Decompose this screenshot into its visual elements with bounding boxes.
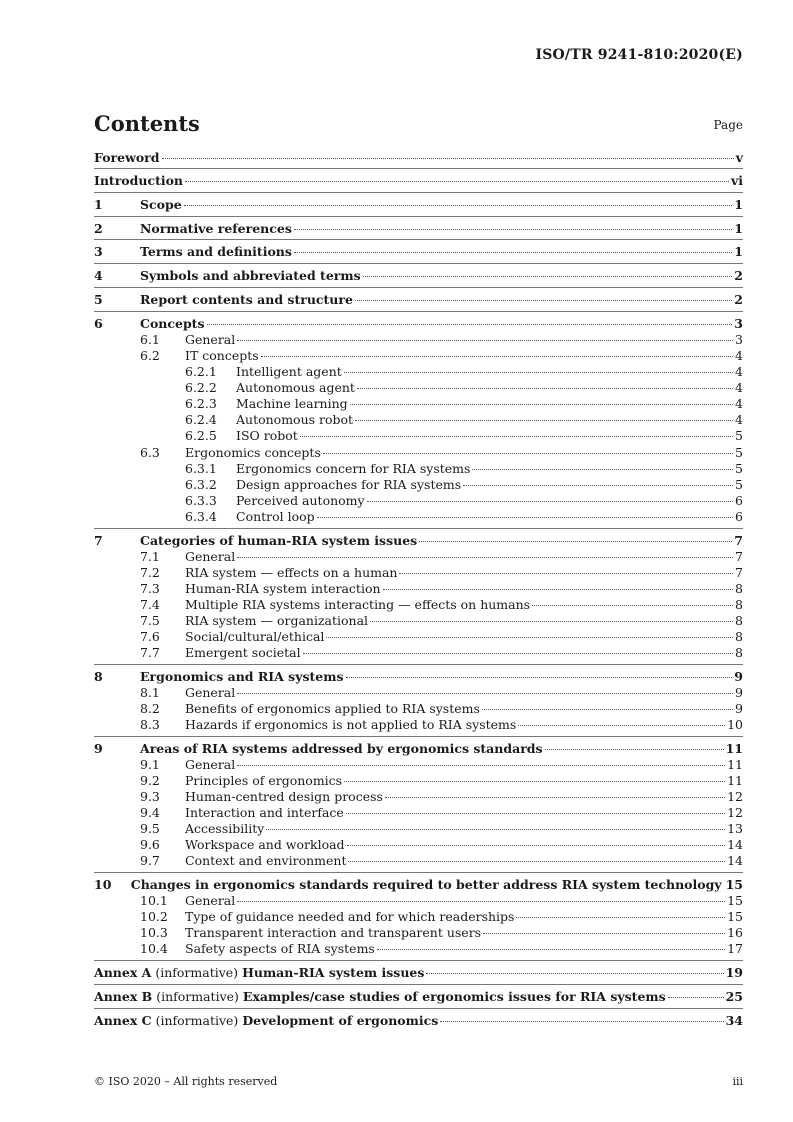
toc-entry[interactable] (94, 364, 743, 380)
toc-entry-title: RIA system — effects on a human (185, 565, 398, 580)
toc-entry[interactable] (94, 877, 743, 893)
toc-entry[interactable] (94, 565, 743, 581)
toc-entry[interactable] (94, 629, 743, 645)
page-number: iii (732, 1075, 743, 1088)
toc-entry-page: 3 (735, 332, 743, 347)
toc-entry-page: 4 (735, 380, 743, 395)
toc-entry-title: Scope (140, 197, 182, 212)
toc-entry-number: 3 (94, 244, 103, 259)
toc-leader-dots (383, 588, 734, 590)
toc-leader-dots (545, 748, 724, 750)
toc-entry-title: Human-centred design process (185, 789, 383, 804)
toc-entry-number: 8.1 (140, 685, 160, 700)
toc-leader-dots (300, 435, 733, 437)
toc-entry[interactable] (94, 533, 743, 549)
toc-entry-title: Ergonomics concepts (185, 445, 321, 460)
toc-entry[interactable] (94, 268, 743, 284)
toc-entry-page: 12 (727, 805, 743, 820)
toc-leader-dots (237, 900, 725, 902)
toc-annex-info: (informative) (155, 965, 239, 980)
toc-leader-dots (357, 387, 733, 389)
toc-entry-number: 9.5 (140, 821, 160, 836)
toc-entry-title: Foreword (94, 150, 160, 165)
toc-entry-number: 6.1 (140, 332, 160, 347)
toc-entry-page: 3 (734, 316, 743, 331)
toc-entry-number: 9.4 (140, 805, 160, 820)
toc-entry-title: Intelligent agent (236, 364, 342, 379)
toc-leader-dots (440, 1020, 723, 1022)
toc-entry[interactable] (94, 244, 743, 260)
toc-entry-number: 6.2.4 (185, 412, 217, 427)
toc-entry[interactable] (94, 332, 743, 348)
toc-entry-number: 7.6 (140, 629, 160, 644)
toc-leader-dots (323, 452, 733, 454)
toc-annex-info: (informative) (156, 989, 239, 1004)
toc-entry-title: Introduction (94, 173, 184, 188)
toc-entry-page: 14 (727, 837, 743, 852)
toc-entry-title: Interaction and interface (185, 805, 344, 820)
toc-entry-title: General (185, 893, 236, 908)
toc-entry-title: Hazards if ergonomics is not applied to RIA systems (185, 717, 517, 732)
toc-entry-number: 2 (94, 221, 103, 236)
toc-entry-page: 17 (727, 941, 743, 956)
toc-entry-title: IT concepts (185, 348, 259, 363)
toc-entry[interactable] (94, 396, 743, 412)
toc-leader-dots (355, 299, 732, 301)
toc-leader-dots (237, 556, 733, 558)
toc-entry-title: Ergonomics concern for RIA systems (236, 461, 471, 476)
toc-entry-title: Normative references (140, 221, 292, 236)
toc-entry-title: General (185, 549, 236, 564)
toc-entry-page: 2 (734, 292, 743, 307)
toc-leader-dots (367, 500, 733, 502)
toc-entry-number: 7.4 (140, 597, 160, 612)
toc-entry-page: vi (730, 173, 743, 188)
toc-leader-dots (419, 540, 732, 542)
toc-entry-number: 10 (94, 877, 112, 892)
toc-leader-dots (348, 860, 725, 862)
toc-entry-page: 25 (725, 989, 743, 1004)
toc-leader-dots (237, 764, 725, 766)
toc-annex-entry[interactable] (94, 1013, 743, 1029)
toc-entry-title: Control loop (236, 509, 315, 524)
toc-entry-page: 1 (734, 197, 743, 212)
toc-entry-page: 16 (727, 925, 743, 940)
toc-entry-number: 7.7 (140, 645, 160, 660)
toc-entry-title: Concepts (140, 316, 205, 331)
toc-entry-title: Terms and definitions (140, 244, 292, 259)
toc-entry[interactable] (94, 685, 743, 701)
toc-leader-dots (294, 228, 732, 230)
toc-entry-title: Workspace and workload (185, 837, 345, 852)
toc-entry[interactable] (94, 645, 743, 661)
toc-leader-dots (237, 692, 733, 694)
toc-entry-page: 8 (735, 645, 743, 660)
toc-annex-info: (informative) (155, 1013, 239, 1028)
toc-entry[interactable] (94, 428, 743, 444)
toc-entry-title: Development of ergonomics (242, 1013, 439, 1028)
toc-entry-number: 1 (94, 197, 103, 212)
toc-entry-page: 2 (734, 268, 743, 283)
toc-entry[interactable] (94, 597, 743, 613)
page-column-label: Page (713, 118, 743, 132)
toc-leader-dots (346, 812, 725, 814)
toc-entry-page: 4 (735, 396, 743, 411)
toc-entry-page: 19 (725, 965, 743, 980)
toc-entry-title: Examples/case studies of ergonomics issues for RIA systems (242, 989, 666, 1004)
toc-entry-title: Autonomous agent (236, 380, 355, 395)
toc-entry-page: 5 (735, 445, 743, 460)
toc-entry[interactable] (94, 581, 743, 597)
toc-entry-number: 10.2 (140, 909, 168, 924)
toc-leader-dots (482, 708, 733, 710)
toc-entry-page: 7 (734, 533, 743, 548)
toc-entry[interactable] (94, 893, 743, 909)
toc-entry-page: 9 (735, 685, 743, 700)
toc-entry-title: Perceived autonomy (236, 493, 365, 508)
toc-entry[interactable] (94, 173, 743, 189)
toc-entry-page: 12 (727, 789, 743, 804)
toc-entry[interactable] (94, 445, 743, 461)
toc-entry-title: Type of guidance needed and for which readerships (185, 909, 515, 924)
toc-entry[interactable] (94, 941, 743, 957)
toc-entry-page: 4 (735, 412, 743, 427)
toc-entry-number: 10.3 (140, 925, 168, 940)
toc-entry-page: 13 (727, 821, 743, 836)
toc-leader-dots (303, 652, 733, 654)
toc-entry-number: 7.5 (140, 613, 160, 628)
toc-entry-number: 6.3.1 (185, 461, 217, 476)
toc-entry-page: 8 (735, 581, 743, 596)
toc-leader-dots (162, 157, 734, 159)
toc-entry-title: General (185, 757, 236, 772)
toc-entry-number: 9.7 (140, 853, 160, 868)
toc-entry[interactable] (94, 197, 743, 213)
toc-entry-number: 6.3 (140, 445, 160, 460)
toc-leader-dots (516, 916, 725, 918)
toc-leader-dots (266, 828, 725, 830)
toc-leader-dots (377, 948, 725, 950)
toc-entry-page: 8 (735, 629, 743, 644)
toc-leader-dots (261, 355, 733, 357)
toc-entry-page: 11 (725, 741, 743, 756)
toc-leader-dots (207, 323, 733, 325)
toc-entry-page: 1 (734, 244, 743, 259)
toc-entry[interactable] (94, 221, 743, 237)
toc-entry[interactable] (94, 380, 743, 396)
document-id: ISO/TR 9241-810:2020(E) (535, 47, 743, 63)
toc-entry-number: 8.3 (140, 717, 160, 732)
toc-entry-title: Multiple RIA systems interacting — effects on humans (185, 597, 531, 612)
toc-leader-dots (668, 996, 724, 998)
toc-entry-page: 15 (725, 877, 743, 892)
toc-entry-number: 9.3 (140, 789, 160, 804)
toc-entry[interactable] (94, 821, 743, 837)
toc-entry-page: 15 (727, 909, 743, 924)
toc-entry-number: 10.4 (140, 941, 168, 956)
toc-entry[interactable] (94, 613, 743, 629)
copyright-notice: © ISO 2020 – All rights reserved (94, 1075, 278, 1088)
toc-entry-page: 1 (734, 221, 743, 236)
toc-entry-title: Machine learning (236, 396, 348, 411)
toc-entry[interactable] (94, 412, 743, 428)
toc-entry[interactable] (94, 717, 743, 733)
toc-leader-dots (363, 275, 733, 277)
toc-leader-dots (294, 251, 732, 253)
toc-entry-title: Transparent interaction and transparent users (185, 925, 482, 940)
toc-entry-page: 11 (727, 757, 743, 772)
toc-entry-number: 8.2 (140, 701, 160, 716)
toc-entry-page: 5 (735, 461, 743, 476)
toc-entry-number: 6.2.5 (185, 428, 217, 443)
toc-entry-title: Context and environment (185, 853, 347, 868)
toc-leader-dots (463, 484, 733, 486)
toc-entry-title: Changes in ergonomics standards required to better address RIA system technology (130, 877, 722, 892)
toc-leader-dots (399, 572, 733, 574)
toc-entry[interactable] (94, 493, 743, 509)
toc-leader-dots (483, 932, 725, 934)
toc-leader-dots (346, 676, 733, 678)
toc-entry[interactable] (94, 701, 743, 717)
toc-annex-label: Annex A (94, 965, 152, 980)
toc-leader-dots (370, 620, 733, 622)
toc-entry-number: 9 (94, 741, 103, 756)
toc-entry-title: Social/cultural/ethical (185, 629, 325, 644)
toc-entry-page: 7 (735, 549, 743, 564)
toc-entry-page: 8 (735, 613, 743, 628)
toc-entry-number: 6.2.1 (185, 364, 217, 379)
toc-entry[interactable] (94, 669, 743, 685)
toc-entry-title: RIA system — organizational (185, 613, 369, 628)
toc-entry-page: 4 (735, 348, 743, 363)
toc-entry-page: 9 (735, 701, 743, 716)
toc-entry[interactable] (94, 509, 743, 525)
toc-annex-entry[interactable] (94, 989, 743, 1005)
toc-entry-number: 9.2 (140, 773, 160, 788)
toc-entry[interactable] (94, 348, 743, 364)
toc-leader-dots (344, 780, 725, 782)
toc-entry-number: 7.1 (140, 549, 160, 564)
toc-entry-title: Report contents and structure (140, 292, 353, 307)
toc-entry[interactable] (94, 757, 743, 773)
toc-entry-title: General (185, 685, 236, 700)
toc-entry-title: Emergent societal (185, 645, 301, 660)
toc-entry-page: 8 (735, 597, 743, 612)
toc-entry-title: Safety aspects of RIA systems (185, 941, 375, 956)
toc-leader-dots (472, 468, 733, 470)
toc-entry-number: 9.1 (140, 757, 160, 772)
toc-entry-title: Areas of RIA systems addressed by ergonomics standards (140, 741, 543, 756)
toc-entry[interactable] (94, 805, 743, 821)
toc-entry-title: General (185, 332, 236, 347)
toc-entry[interactable] (94, 150, 743, 166)
toc-entry[interactable] (94, 477, 743, 493)
toc-entry-number: 7 (94, 533, 103, 548)
toc-entry-number: 6.3.3 (185, 493, 217, 508)
toc-leader-dots (184, 204, 733, 206)
toc-entry-title: Symbols and abbreviated terms (140, 268, 361, 283)
toc-entry[interactable] (94, 773, 743, 789)
toc-entry-page: 15 (727, 893, 743, 908)
toc-entry-page: 5 (735, 428, 743, 443)
toc-entry-title: Ergonomics and RIA systems (140, 669, 344, 684)
toc-annex-label: Annex C (94, 1013, 152, 1028)
toc-leader-dots (518, 724, 725, 726)
toc-entry-number: 6.2 (140, 348, 160, 363)
toc-entry-page: 9 (734, 669, 743, 684)
toc-leader-dots (317, 516, 733, 518)
toc-entry-page: 6 (735, 509, 743, 524)
toc-entry-page: 4 (735, 364, 743, 379)
toc-entry-title: Human-RIA system interaction (185, 581, 381, 596)
toc-entry-number: 9.6 (140, 837, 160, 852)
toc-entry[interactable] (94, 292, 743, 308)
toc-entry-title: Benefits of ergonomics applied to RIA systems (185, 701, 480, 716)
toc-entry-title: Categories of human-RIA system issues (140, 533, 418, 548)
toc-annex-label: Annex B (94, 989, 153, 1004)
toc-entry-title: ISO robot (236, 428, 298, 443)
toc-entry-number: 6.3.2 (185, 477, 217, 492)
toc-leader-dots (347, 844, 726, 846)
toc-entry-number: 4 (94, 268, 103, 283)
toc-entry[interactable] (94, 909, 743, 925)
toc-leader-dots (185, 180, 729, 182)
toc-annex-entry[interactable] (94, 965, 743, 981)
toc-entry-page: 7 (735, 565, 743, 580)
toc-leader-dots (355, 419, 733, 421)
toc-entry-page: 6 (735, 493, 743, 508)
toc-entry-number: 6.3.4 (185, 509, 217, 524)
toc-entry-number: 7.2 (140, 565, 160, 580)
toc-entry-number: 5 (94, 292, 103, 307)
toc-leader-dots (237, 339, 733, 341)
toc-leader-dots (385, 796, 725, 798)
toc-entry-page: 5 (735, 477, 743, 492)
toc-entry[interactable] (94, 789, 743, 805)
toc-entry-page: 14 (727, 853, 743, 868)
toc-entry-number: 7.3 (140, 581, 160, 596)
toc-leader-dots (344, 371, 733, 373)
toc-entry[interactable] (94, 925, 743, 941)
toc-entry-number: 6.2.2 (185, 380, 217, 395)
toc-entry[interactable] (94, 853, 743, 869)
toc-entry[interactable] (94, 741, 743, 757)
toc-entry-title: Principles of ergonomics (185, 773, 343, 788)
toc-entry-number: 6 (94, 316, 103, 331)
toc-entry-page: v (735, 150, 743, 165)
toc-entry-title: Accessibility (185, 821, 265, 836)
page-title: Contents (94, 111, 200, 136)
toc-entry-page: 10 (727, 717, 743, 732)
toc-entry-number: 10.1 (140, 893, 168, 908)
toc-leader-dots (532, 604, 733, 606)
toc-entry-page: 34 (725, 1013, 743, 1028)
toc-entry-title: Autonomous robot (236, 412, 354, 427)
toc-entry-title: Human-RIA system issues (242, 965, 425, 980)
toc-leader-dots (326, 636, 733, 638)
toc-entry-number: 6.2.3 (185, 396, 217, 411)
toc-entry[interactable] (94, 837, 743, 853)
toc-leader-dots (426, 972, 723, 974)
toc-entry-number: 8 (94, 669, 103, 684)
toc-entry[interactable] (94, 549, 743, 565)
toc-leader-dots (350, 403, 733, 405)
toc-entry[interactable] (94, 316, 743, 332)
toc-entry-page: 11 (727, 773, 743, 788)
toc-entry-title: Design approaches for RIA systems (236, 477, 462, 492)
toc-entry[interactable] (94, 461, 743, 477)
